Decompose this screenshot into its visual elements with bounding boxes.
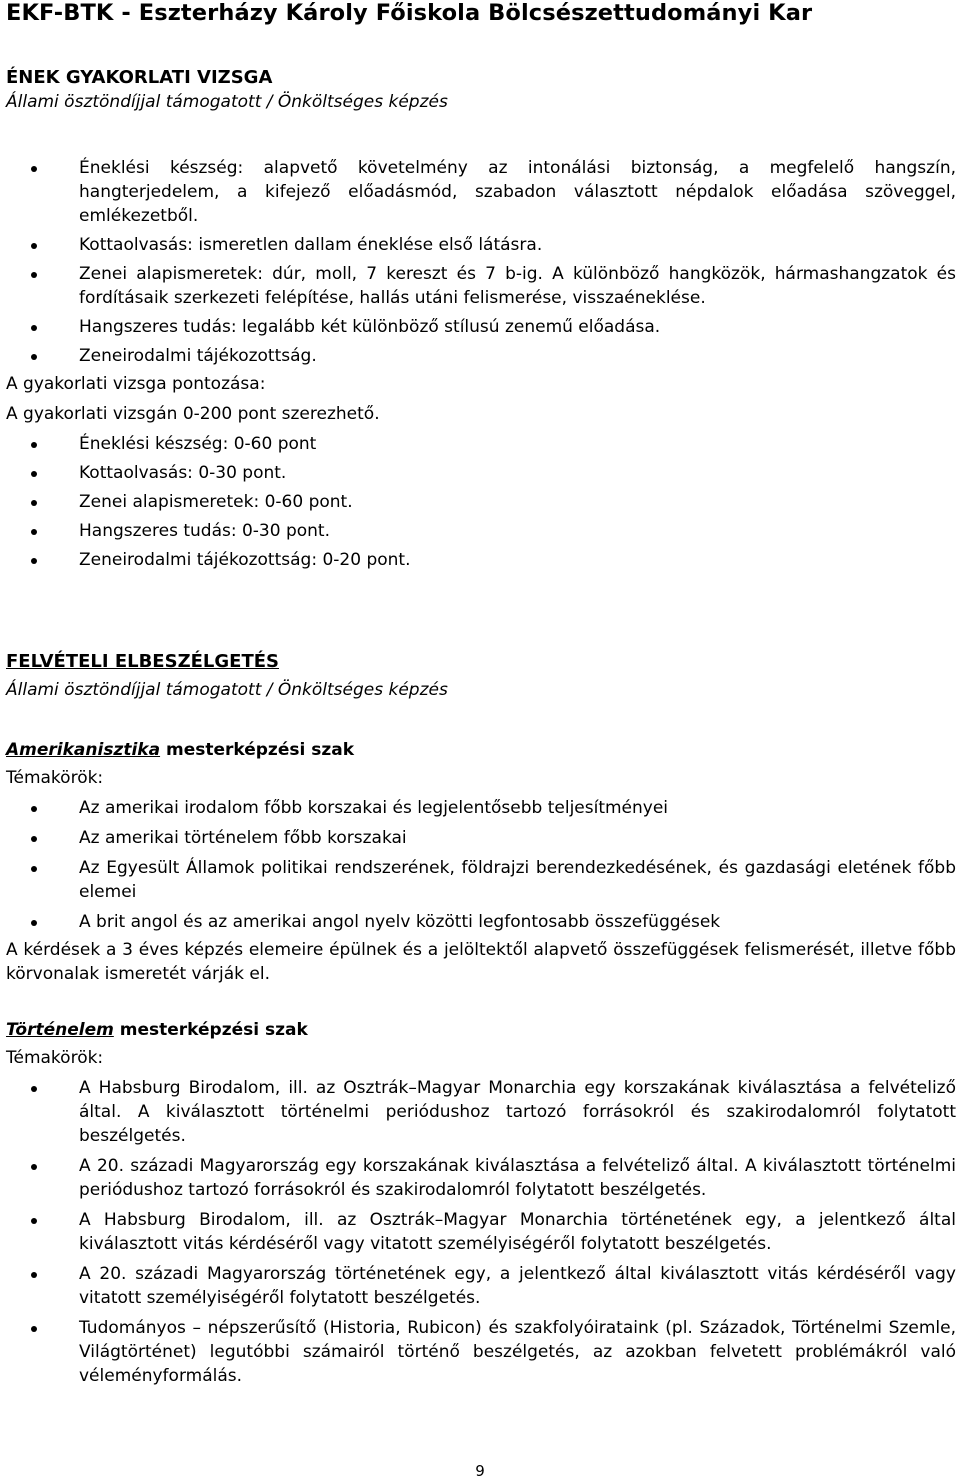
list-item: Kottaolvasás: 0-30 pont.: [6, 461, 956, 485]
list-item: Zenei alapismeretek: dúr, moll, 7 kereszt és 7 b-ig. A különböző hangközök, hármashangzatok és fordításaik szerkezeti felépítése, hallás utáni felismerése, visszaéneklése.: [6, 262, 956, 310]
list-item: A Habsburg Birodalom, ill. az Osztrák–Magyar Monarchia történetének egy, a jelentkező által kiválasztott vitás kérdéséről vagy vitatott személyiségéről folytatott beszélgetés.: [6, 1208, 956, 1256]
list-item: Hangszeres tudás: legalább két különböző stílusú zenemű előadása.: [6, 315, 956, 339]
bullet-icon: [31, 442, 37, 448]
american-topics-list: [6, 796, 956, 934]
bullet-icon: [31, 325, 37, 331]
bullet-icon: [31, 1218, 37, 1224]
bullet-icon: [31, 558, 37, 564]
scoring-intro: A gyakorlati vizsgán 0-200 pont szerezhető.: [6, 404, 380, 424]
bullet-icon: [31, 354, 37, 360]
bullet-icon: [31, 471, 37, 477]
bullet-icon: [31, 1326, 37, 1332]
scoring-title: A gyakorlati vizsga pontozása:: [6, 374, 266, 394]
bullet-icon: [31, 806, 37, 812]
american-studies-block: [6, 738, 956, 986]
bullet-icon: [31, 1164, 37, 1170]
list-item: A 20. századi Magyarország történetének egy, a jelentkező által kiválasztott vitás kérdéséről vagy vitatott személyiségéről folytatott beszélgetés.: [6, 1262, 956, 1310]
list-item: Éneklési készség: alapvető követelmény az intonálási biztonság, a megfelelő hangszín, hangterjedelem, a kifejező előadásmód, szabadon választott népdalok előadása szöveggel, emlékezetből.: [6, 156, 956, 228]
topics-label: Témakörök:: [6, 1048, 104, 1068]
list-item: Kottaolvasás: ismeretlen dallam éneklése első látásra.: [6, 233, 956, 257]
bullet-icon: [31, 166, 37, 172]
list-item: A Habsburg Birodalom, ill. az Osztrák–Magyar Monarchia egy korszakának kiválasztása a felvételiző által. A kiválasztott történelmi periódushoz tartozó forrásokról és szakirodalomról folytatott beszélgetés.: [6, 1076, 956, 1148]
interview-subtitle: Állami ösztöndíjjal támogatott / Önköltséges képzés: [6, 680, 448, 700]
list-item: Zenei alapismeretek: 0-60 pont.: [6, 490, 956, 514]
singing-exam-requirements: [6, 156, 956, 572]
bullet-icon: [31, 836, 37, 842]
bullet-icon: [31, 920, 37, 926]
singing-exam-title: ÉNEK GYAKORLATI VIZSGA: [6, 67, 273, 88]
page-number: 9: [475, 1462, 485, 1480]
list-item: Az amerikai történelem főbb korszakai: [6, 826, 956, 850]
list-item: A 20. századi Magyarország egy korszakának kiválasztása a felvételiző által. A kiválasztott történelmi periódushoz tartozó forrásokról és szakirodalomról folytatott beszélgetés.: [6, 1154, 956, 1202]
history-title: Történelem mesterképzési szak: [6, 1020, 308, 1040]
bullet-icon: [31, 243, 37, 249]
history-topics-list: [6, 1076, 956, 1388]
faculty-title: EKF-BTK - Eszterházy Károly Főiskola Bölcsészettudományi Kar: [6, 0, 813, 26]
list-item: A brit angol és az amerikai angol nyelv közötti legfontosabb összefüggések: [6, 910, 956, 934]
list-item: Zeneirodalmi tájékozottság: 0-20 pont.: [6, 548, 956, 572]
american-studies-title: Amerikanisztika mesterképzési szak: [6, 740, 355, 760]
list-item: Hangszeres tudás: 0-30 pont.: [6, 519, 956, 543]
bullet-icon: [31, 272, 37, 278]
list-item: Az Egyesült Államok politikai rendszerének, földrajzi berendezkedésének, és gazdasági eletének főbb elemei: [6, 856, 956, 904]
list-item: Zeneirodalmi tájékozottság.: [6, 344, 956, 368]
list-item: Az amerikai irodalom főbb korszakai és legjelentősebb teljesítményei: [6, 796, 956, 820]
bullet-icon: [31, 866, 37, 872]
interview-title: FELVÉTELI ELBESZÉLGETÉS: [6, 651, 279, 672]
bullet-icon: [31, 1086, 37, 1092]
american-note: A kérdések a 3 éves képzés elemeire épülnek és a jelöltektől alapvető összefüggések felismerését, illetve főbb körvonalak ismeretét várják el.: [6, 940, 956, 984]
list-item: Tudományos – népszerűsítő (Historia, Rubicon) és szakfolyóirataink (pl. Századok, Történelmi Szemle, Világtörténet) legutóbbi számairól történő beszélgetés, az azokban felvetett problémákról való véleményformálás.: [6, 1316, 956, 1388]
history-block: [6, 1018, 956, 1388]
singing-exam-subtitle: Állami ösztöndíjjal támogatott / Önköltséges képzés: [6, 92, 448, 112]
bullet-icon: [31, 500, 37, 506]
requirements-list: [6, 156, 956, 368]
interview-section: [6, 650, 956, 702]
bullet-icon: [31, 529, 37, 535]
list-item: Éneklési készség: 0-60 pont: [6, 432, 956, 456]
topics-label: Témakörök:: [6, 768, 104, 788]
singing-exam-section: [6, 66, 956, 114]
bullet-icon: [31, 1272, 37, 1278]
scoring-list: [6, 432, 956, 572]
